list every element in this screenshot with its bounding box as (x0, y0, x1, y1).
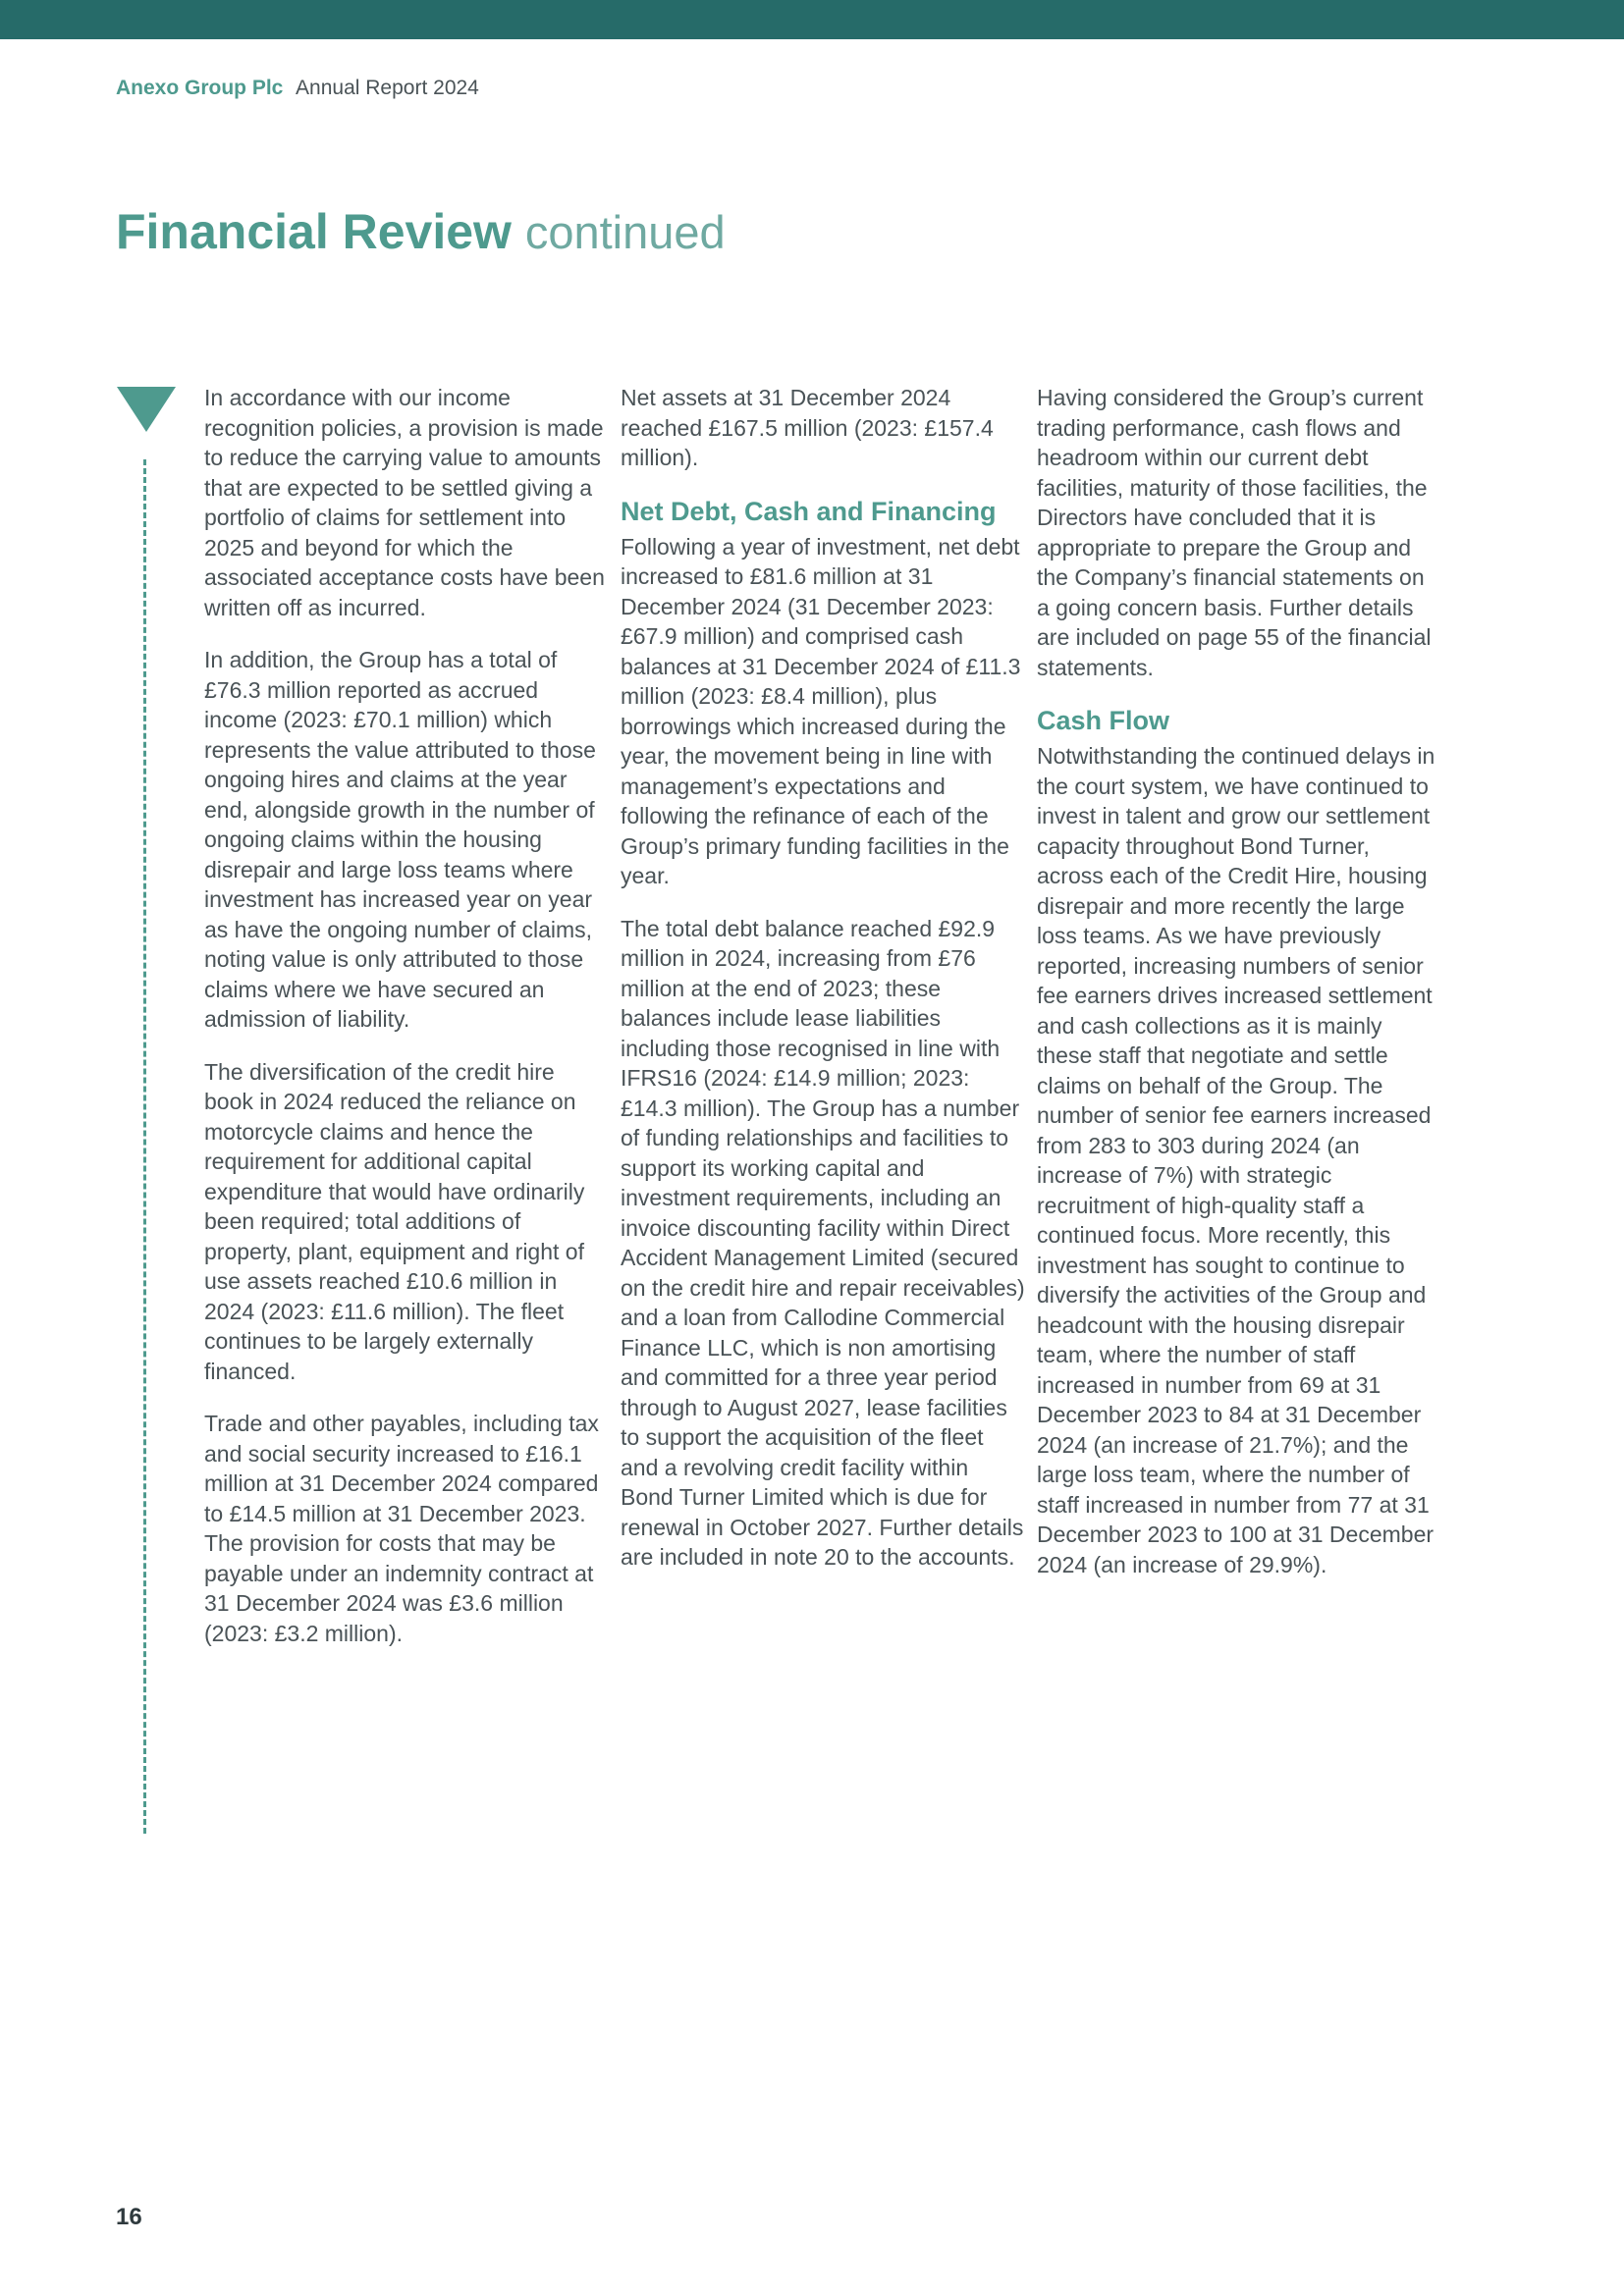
dashed-divider (143, 459, 146, 1834)
company-name: Anexo Group Plc (116, 77, 284, 99)
report-name: Annual Report 2024 (296, 77, 479, 99)
paragraph: Net assets at 31 December 2024 reached £167.5 million (2023: £157.4 million). (621, 385, 994, 470)
running-header (116, 77, 479, 100)
paragraph: Notwithstanding the continued delays in the court system, we have continued to invest in talent and grow our settlement capacity throughout Bond Turner, across each of the Credit Hire, housing disrepair and more recently the large loss teams. As we have previously reported, increasing numbers of senior fee earners drives increased settlement and cash collections as it is mainly these staff that negotiate and settle claims on behalf of the Group. The number of senior fee earners increased from 283 to 303 during 2024 (an increase of 7%) with strategic recruitment of high-quality staff a continued focus. More recently, this investment has sought to continue to diversify the activities of the Group and headcount with the housing disrepair team, where the number of staff increased in number from 69 at 31 December 2023 to 84 at 31 December 2024 (an increase of 21.7%); and the large loss team, where the number of staff increased in number from 77 at 31 December 2023 to 100 at 31 December 2024 (an increase of 29.9%). (1037, 743, 1435, 1577)
text-column-2 (621, 383, 1025, 1595)
page-title-main: Financial Review (116, 204, 512, 259)
page-title-suffix: continued (524, 206, 726, 258)
triangle-marker-icon (117, 387, 176, 432)
top-color-band (0, 0, 1624, 39)
page-number: 16 (116, 2204, 142, 2230)
paragraph: Trade and other payables, including tax and social security increased to £16.1 million at 31 December 2024 compared to £14.5 million at 31 December 2023. The provision for costs that may be payable under an indemnity contract at 31 December 2024 was £3.6 million (2023: £3.2 million). (204, 1411, 599, 1646)
text-column-1 (204, 383, 609, 1671)
paragraph: Following a year of investment, net debt increased to £81.6 million at 31 December 2024 (31 December 2023: £67.9 million) and comprised cash balances at 31 December 2024 of £11.3 million (2023: £8.4 million), plus borrowings which increased during the year, the movement being in line with management’s expectations and following the refinance of each of the Group’s primary funding facilities in the year. (621, 533, 1021, 888)
section-heading-net-debt: Net Debt, Cash and Financing (621, 496, 997, 526)
paragraph: In accordance with our income recognition policies, a provision is made to reduce the carrying value to amounts that are expected to be settled giving a portfolio of claims for settlement into 2025 and beyond for which the associated acceptance costs have been written off as incurred. (204, 385, 605, 620)
text-column-3 (1037, 383, 1441, 1602)
paragraph: The total debt balance reached £92.9 million in 2024, increasing from £76 million at the end of 2023; these balances include lease liabilities including those recognised in line with IFRS16 (2024: £14.9 million; 2023: £14.3 million). The Group has a number of funding relationships and facilities to support its working capital and investment requirements, including an invoice discounting facility within Direct Accident Management Limited (secured on the credit hire and repair receivables) and a loan from Callodine Commercial Finance LLC, which is non amortising and committed for a three year period through to August 2027, lease facilities to support the acquisition of the fleet and a revolving credit facility within Bond Turner Limited which is due for renewal in October 2027. Further details are included in note 20 to the accounts. (621, 915, 1025, 1570)
paragraph: Having considered the Group’s current trading performance, cash flows and headroom within our current debt facilities, maturity of those facilities, the Directors have concluded that it is appropriate to prepare the Group and the Company’s financial statements on a going concern basis. Further details are included on page 55 of the financial statements. (1037, 385, 1432, 680)
paragraph: In addition, the Group has a total of £76.3 million reported as accrued income (2023: £70.1 million) which represents the value attributed to those ongoing hires and claims at the year end, alongside growth in the number of ongoing claims within the housing disrepair and large loss teams where investment has increased year on year as have the ongoing number of claims, noting value is only attributed to those claims where we have secured an admission of liability. (204, 647, 596, 1032)
section-heading-cash-flow: Cash Flow (1037, 706, 1170, 735)
paragraph: The diversification of the credit hire book in 2024 reduced the reliance on motorcycle claims and hence the requirement for additional capital expenditure that would have ordinarily been required; total additions of property, plant, equipment and right of use assets reached £10.6 million in 2024 (2023: £11.6 million). The fleet continues to be largely externally financed. (204, 1058, 585, 1384)
page-title (116, 200, 726, 264)
